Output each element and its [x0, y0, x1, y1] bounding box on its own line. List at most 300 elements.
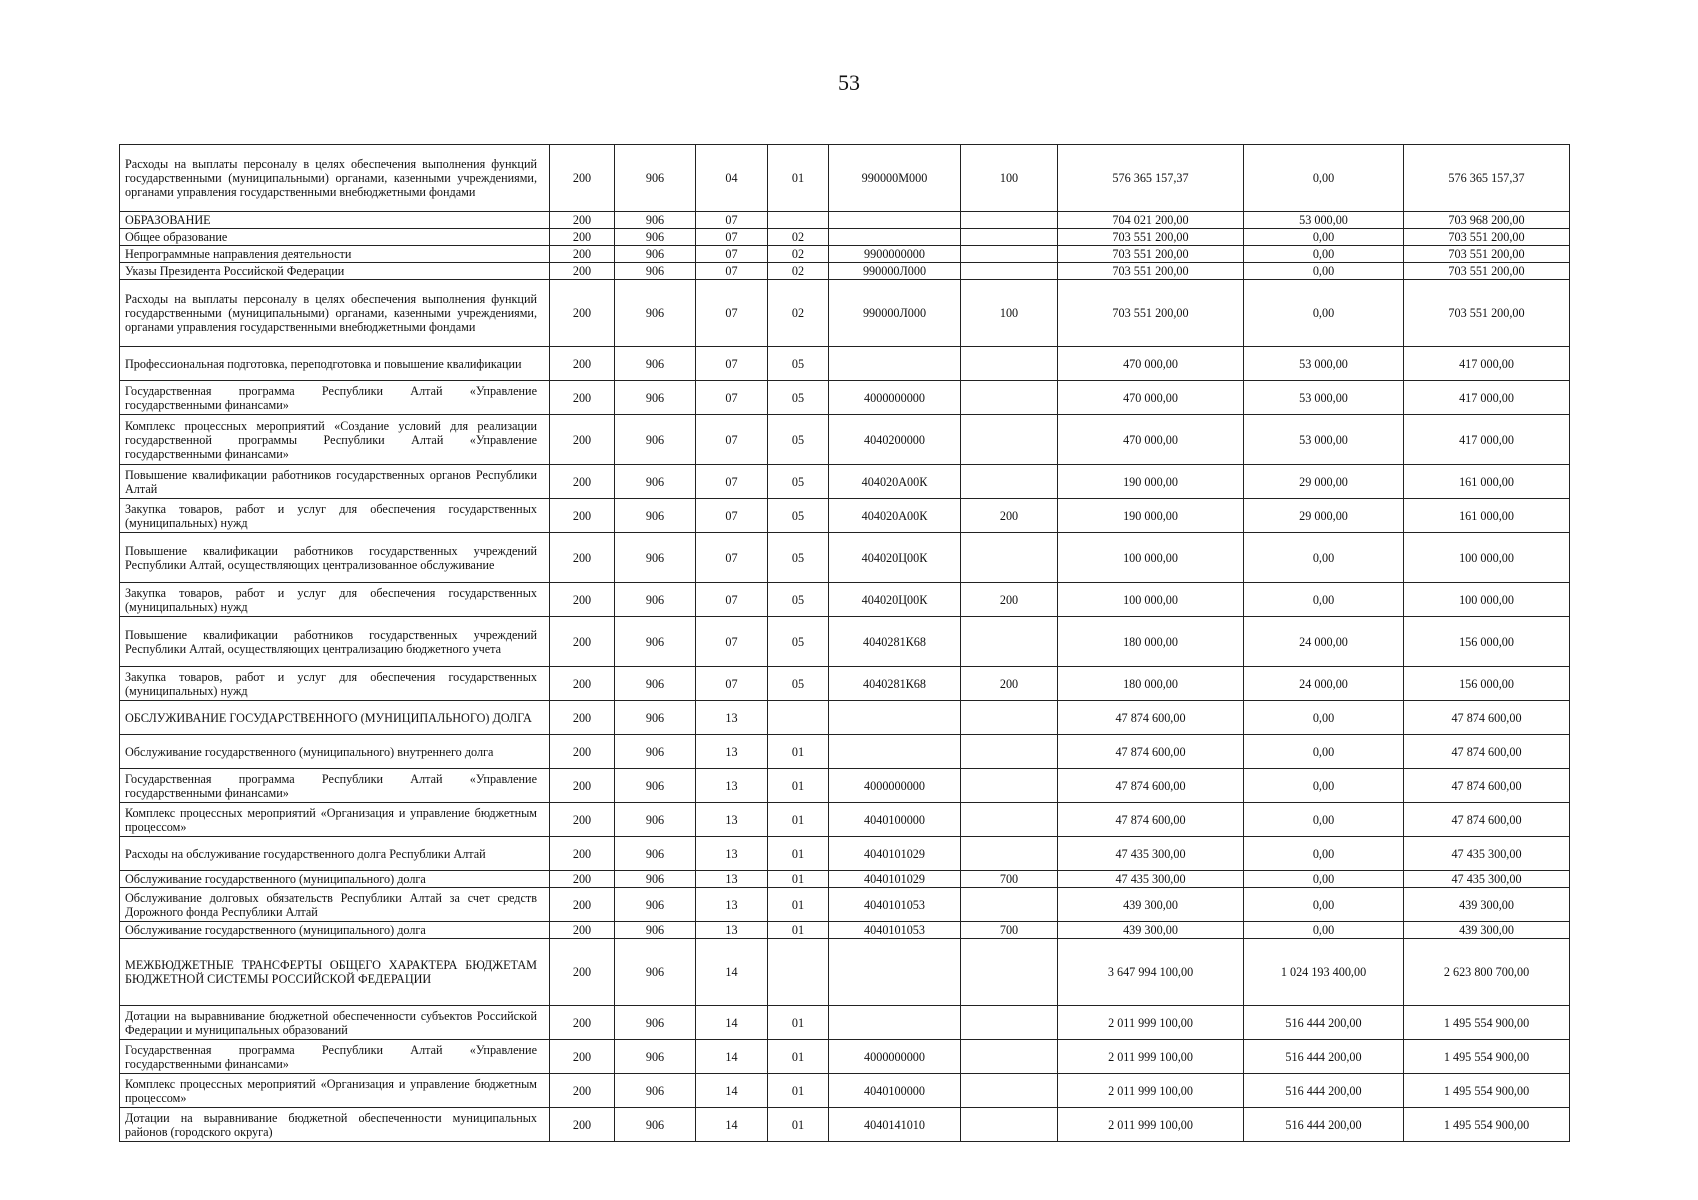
section-cell: 14: [696, 1074, 768, 1108]
expense-type-cell: [961, 735, 1058, 769]
ministry-code-cell: 906: [615, 701, 696, 735]
subsection-cell: 01: [768, 1074, 829, 1108]
change-cell: 0,00: [1244, 803, 1404, 837]
target-article-cell: 4040141010: [829, 1108, 961, 1142]
amount-cell: 704 021 200,00: [1058, 212, 1244, 229]
amount-cell: 47 874 600,00: [1058, 803, 1244, 837]
expense-type-cell: [961, 1040, 1058, 1074]
admin-code-cell: 200: [550, 415, 615, 465]
section-cell: 13: [696, 922, 768, 939]
change-cell: 0,00: [1244, 871, 1404, 888]
subsection-cell: 05: [768, 499, 829, 533]
result-cell: 417 000,00: [1404, 415, 1570, 465]
target-article-cell: 4040281К68: [829, 667, 961, 701]
subsection-cell: 01: [768, 1006, 829, 1040]
target-article-cell: 4000000000: [829, 381, 961, 415]
section-cell: 07: [696, 263, 768, 280]
admin-code-cell: 200: [550, 888, 615, 922]
result-cell: 703 968 200,00: [1404, 212, 1570, 229]
expense-name-cell: Комплекс процессных мероприятий «Организация и управление бюджетным процессом»: [120, 803, 550, 837]
amount-cell: 100 000,00: [1058, 583, 1244, 617]
section-cell: 07: [696, 246, 768, 263]
target-article-cell: 4000000000: [829, 1040, 961, 1074]
table-row: [120, 1040, 1570, 1074]
result-cell: 161 000,00: [1404, 465, 1570, 499]
expense-name-cell: Обслуживание долговых обязательств Республики Алтай за счет средств Дорожного фонда Республики Алтай: [120, 888, 550, 922]
section-cell: 14: [696, 1006, 768, 1040]
amount-cell: 47 874 600,00: [1058, 701, 1244, 735]
section-cell: 07: [696, 499, 768, 533]
subsection-cell: 05: [768, 583, 829, 617]
section-cell: 07: [696, 347, 768, 381]
ministry-code-cell: 906: [615, 246, 696, 263]
result-cell: 47 435 300,00: [1404, 871, 1570, 888]
change-cell: 29 000,00: [1244, 499, 1404, 533]
admin-code-cell: 200: [550, 837, 615, 871]
ministry-code-cell: 906: [615, 922, 696, 939]
target-article-cell: 990000Л000: [829, 280, 961, 347]
expense-name-cell: Непрограммные направления деятельности: [120, 246, 550, 263]
expense-name-cell: Указы Президента Российской Федерации: [120, 263, 550, 280]
change-cell: 0,00: [1244, 583, 1404, 617]
change-cell: 0,00: [1244, 701, 1404, 735]
ministry-code-cell: 906: [615, 1040, 696, 1074]
target-article-cell: 9900000000: [829, 246, 961, 263]
expense-name-cell: Государственная программа Республики Алтай «Управление государственными финансами»: [120, 381, 550, 415]
target-article-cell: 4040281К68: [829, 617, 961, 667]
table-row: [120, 465, 1570, 499]
change-cell: 0,00: [1244, 922, 1404, 939]
expense-type-cell: [961, 212, 1058, 229]
result-cell: 47 874 600,00: [1404, 735, 1570, 769]
section-cell: 07: [696, 533, 768, 583]
table-row: [120, 617, 1570, 667]
table-row: [120, 667, 1570, 701]
subsection-cell: 01: [768, 735, 829, 769]
section-cell: 07: [696, 465, 768, 499]
result-cell: 417 000,00: [1404, 347, 1570, 381]
ministry-code-cell: 906: [615, 347, 696, 381]
subsection-cell: 05: [768, 617, 829, 667]
result-cell: 100 000,00: [1404, 533, 1570, 583]
expense-type-cell: [961, 465, 1058, 499]
table-row: [120, 415, 1570, 465]
change-cell: 53 000,00: [1244, 212, 1404, 229]
result-cell: 576 365 157,37: [1404, 145, 1570, 212]
admin-code-cell: 200: [550, 280, 615, 347]
result-cell: 703 551 200,00: [1404, 263, 1570, 280]
result-cell: 703 551 200,00: [1404, 280, 1570, 347]
expense-name-cell: Обслуживание государственного (муниципального) долга: [120, 922, 550, 939]
target-article-cell: 4000000000: [829, 769, 961, 803]
target-article-cell: [829, 701, 961, 735]
subsection-cell: 01: [768, 1040, 829, 1074]
section-cell: 13: [696, 769, 768, 803]
expense-type-cell: [961, 888, 1058, 922]
subsection-cell: 05: [768, 465, 829, 499]
target-article-cell: [829, 347, 961, 381]
section-cell: 07: [696, 280, 768, 347]
change-cell: 53 000,00: [1244, 381, 1404, 415]
target-article-cell: 990000Л000: [829, 263, 961, 280]
amount-cell: 47 874 600,00: [1058, 735, 1244, 769]
expense-name-cell: МЕЖБЮДЖЕТНЫЕ ТРАНСФЕРТЫ ОБЩЕГО ХАРАКТЕРА БЮДЖЕТАМ БЮДЖЕТНОЙ СИСТЕМЫ РОССИЙСКОЙ ФЕДЕРАЦИИ: [120, 939, 550, 1006]
table-row: [120, 1074, 1570, 1108]
ministry-code-cell: 906: [615, 381, 696, 415]
amount-cell: 439 300,00: [1058, 888, 1244, 922]
ministry-code-cell: 906: [615, 1006, 696, 1040]
section-cell: 13: [696, 888, 768, 922]
expense-name-cell: Государственная программа Республики Алтай «Управление государственными финансами»: [120, 1040, 550, 1074]
target-article-cell: [829, 212, 961, 229]
admin-code-cell: 200: [550, 229, 615, 246]
target-article-cell: [829, 229, 961, 246]
admin-code-cell: 200: [550, 803, 615, 837]
change-cell: 24 000,00: [1244, 617, 1404, 667]
table-row: [120, 263, 1570, 280]
admin-code-cell: 200: [550, 939, 615, 1006]
change-cell: 0,00: [1244, 837, 1404, 871]
change-cell: 0,00: [1244, 735, 1404, 769]
subsection-cell: 01: [768, 769, 829, 803]
section-cell: 07: [696, 229, 768, 246]
expense-type-cell: [961, 1074, 1058, 1108]
target-article-cell: 404020Ц00К: [829, 583, 961, 617]
ministry-code-cell: 906: [615, 871, 696, 888]
change-cell: 53 000,00: [1244, 347, 1404, 381]
expense-name-cell: Закупка товаров, работ и услуг для обеспечения государственных (муниципальных) нужд: [120, 667, 550, 701]
subsection-cell: 01: [768, 837, 829, 871]
expense-type-cell: [961, 803, 1058, 837]
target-article-cell: 4040100000: [829, 803, 961, 837]
admin-code-cell: 200: [550, 922, 615, 939]
admin-code-cell: 200: [550, 701, 615, 735]
change-cell: 0,00: [1244, 263, 1404, 280]
expense-name-cell: Дотации на выравнивание бюджетной обеспеченности муниципальных районов (городского округа): [120, 1108, 550, 1142]
amount-cell: 47 874 600,00: [1058, 769, 1244, 803]
table-row: [120, 246, 1570, 263]
table-row: [120, 583, 1570, 617]
expense-type-cell: [961, 1006, 1058, 1040]
result-cell: 47 874 600,00: [1404, 803, 1570, 837]
target-article-cell: 4040101053: [829, 888, 961, 922]
ministry-code-cell: 906: [615, 888, 696, 922]
result-cell: 47 874 600,00: [1404, 769, 1570, 803]
section-cell: 07: [696, 667, 768, 701]
expense-name-cell: Расходы на выплаты персоналу в целях обеспечения выполнения функций государственными (муниципальными) органами, казенными учреждениями, органами управления государственными внебюджетными фондами: [120, 280, 550, 347]
table-row: [120, 347, 1570, 381]
admin-code-cell: 200: [550, 871, 615, 888]
expense-type-cell: [961, 617, 1058, 667]
subsection-cell: 02: [768, 280, 829, 347]
admin-code-cell: 200: [550, 246, 615, 263]
table-row: [120, 1006, 1570, 1040]
expense-type-cell: [961, 229, 1058, 246]
section-cell: 07: [696, 381, 768, 415]
target-article-cell: 4040101029: [829, 837, 961, 871]
admin-code-cell: 200: [550, 499, 615, 533]
ministry-code-cell: 906: [615, 617, 696, 667]
table-row: [120, 145, 1570, 212]
result-cell: 100 000,00: [1404, 583, 1570, 617]
expense-name-cell: Повышение квалификации работников государственных учреждений Республики Алтай, осуществляющих централизованное обслуживание: [120, 533, 550, 583]
expense-name-cell: Закупка товаров, работ и услуг для обеспечения государственных (муниципальных) нужд: [120, 583, 550, 617]
amount-cell: 47 435 300,00: [1058, 837, 1244, 871]
subsection-cell: 01: [768, 803, 829, 837]
subsection-cell: 01: [768, 1108, 829, 1142]
amount-cell: 100 000,00: [1058, 533, 1244, 583]
expense-type-cell: 100: [961, 145, 1058, 212]
expense-type-cell: 700: [961, 922, 1058, 939]
subsection-cell: [768, 939, 829, 1006]
change-cell: 53 000,00: [1244, 415, 1404, 465]
admin-code-cell: 200: [550, 533, 615, 583]
expense-type-cell: [961, 1108, 1058, 1142]
expense-type-cell: [961, 939, 1058, 1006]
expense-name-cell: Комплекс процессных мероприятий «Создание условий для реализации государственной программы Республики Алтай «Управление государственными финансами»: [120, 415, 550, 465]
expense-name-cell: Расходы на выплаты персоналу в целях обеспечения выполнения функций государственными (муниципальными) органами, казенными учреждениями, органами управления государственными внебюджетными фондами: [120, 145, 550, 212]
admin-code-cell: 200: [550, 465, 615, 499]
table-row: [120, 871, 1570, 888]
change-cell: 0,00: [1244, 246, 1404, 263]
amount-cell: 703 551 200,00: [1058, 246, 1244, 263]
table-row: [120, 381, 1570, 415]
ministry-code-cell: 906: [615, 735, 696, 769]
ministry-code-cell: 906: [615, 280, 696, 347]
amount-cell: 2 011 999 100,00: [1058, 1108, 1244, 1142]
target-article-cell: [829, 735, 961, 769]
table-row: [120, 229, 1570, 246]
table-row: [120, 922, 1570, 939]
page-number: 53: [838, 70, 860, 95]
amount-cell: 47 435 300,00: [1058, 871, 1244, 888]
table-row: [120, 701, 1570, 735]
admin-code-cell: 200: [550, 1006, 615, 1040]
table-row: [120, 888, 1570, 922]
expense-type-cell: [961, 347, 1058, 381]
ministry-code-cell: 906: [615, 803, 696, 837]
result-cell: 439 300,00: [1404, 888, 1570, 922]
admin-code-cell: 200: [550, 1108, 615, 1142]
result-cell: 1 495 554 900,00: [1404, 1074, 1570, 1108]
table-row: [120, 769, 1570, 803]
result-cell: 156 000,00: [1404, 667, 1570, 701]
section-cell: 14: [696, 1040, 768, 1074]
section-cell: 13: [696, 837, 768, 871]
table-row: [120, 803, 1570, 837]
target-article-cell: 4040100000: [829, 1074, 961, 1108]
expense-type-cell: 200: [961, 499, 1058, 533]
change-cell: 24 000,00: [1244, 667, 1404, 701]
amount-cell: 703 551 200,00: [1058, 229, 1244, 246]
subsection-cell: [768, 701, 829, 735]
expense-type-cell: 100: [961, 280, 1058, 347]
subsection-cell: 01: [768, 888, 829, 922]
result-cell: 439 300,00: [1404, 922, 1570, 939]
amount-cell: 470 000,00: [1058, 415, 1244, 465]
expense-type-cell: [961, 769, 1058, 803]
ministry-code-cell: 906: [615, 145, 696, 212]
table-row: [120, 1108, 1570, 1142]
change-cell: 0,00: [1244, 533, 1404, 583]
change-cell: 29 000,00: [1244, 465, 1404, 499]
subsection-cell: [768, 212, 829, 229]
expense-name-cell: Дотации на выравнивание бюджетной обеспеченности субъектов Российской Федерации и муниципальных образований: [120, 1006, 550, 1040]
target-article-cell: 4040200000: [829, 415, 961, 465]
section-cell: 07: [696, 583, 768, 617]
ministry-code-cell: 906: [615, 667, 696, 701]
admin-code-cell: 200: [550, 583, 615, 617]
result-cell: 47 435 300,00: [1404, 837, 1570, 871]
admin-code-cell: 200: [550, 145, 615, 212]
admin-code-cell: 200: [550, 769, 615, 803]
expense-name-cell: Повышение квалификации работников государственных учреждений Республики Алтай, осуществляющих централизацию бюджетного учета: [120, 617, 550, 667]
expense-type-cell: [961, 415, 1058, 465]
result-cell: 47 874 600,00: [1404, 701, 1570, 735]
amount-cell: 470 000,00: [1058, 347, 1244, 381]
expense-name-cell: Расходы на обслуживание государственного долга Республики Алтай: [120, 837, 550, 871]
amount-cell: 180 000,00: [1058, 667, 1244, 701]
expense-name-cell: ОБРАЗОВАНИЕ: [120, 212, 550, 229]
amount-cell: 2 011 999 100,00: [1058, 1006, 1244, 1040]
result-cell: 156 000,00: [1404, 617, 1570, 667]
target-article-cell: 4040101053: [829, 922, 961, 939]
ministry-code-cell: 906: [615, 939, 696, 1006]
target-article-cell: 990000М000: [829, 145, 961, 212]
amount-cell: 576 365 157,37: [1058, 145, 1244, 212]
subsection-cell: 05: [768, 381, 829, 415]
subsection-cell: 05: [768, 347, 829, 381]
subsection-cell: 01: [768, 871, 829, 888]
change-cell: 0,00: [1244, 769, 1404, 803]
ministry-code-cell: 906: [615, 263, 696, 280]
ministry-code-cell: 906: [615, 1108, 696, 1142]
expense-name-cell: Комплекс процессных мероприятий «Организация и управление бюджетным процессом»: [120, 1074, 550, 1108]
ministry-code-cell: 906: [615, 212, 696, 229]
amount-cell: 190 000,00: [1058, 465, 1244, 499]
admin-code-cell: 200: [550, 1074, 615, 1108]
admin-code-cell: 200: [550, 347, 615, 381]
expense-name-cell: Обслуживание государственного (муниципального) внутреннего долга: [120, 735, 550, 769]
expense-name-cell: Общее образование: [120, 229, 550, 246]
result-cell: 417 000,00: [1404, 381, 1570, 415]
amount-cell: 470 000,00: [1058, 381, 1244, 415]
result-cell: 703 551 200,00: [1404, 229, 1570, 246]
result-cell: 1 495 554 900,00: [1404, 1006, 1570, 1040]
table-row: [120, 837, 1570, 871]
admin-code-cell: 200: [550, 381, 615, 415]
change-cell: 0,00: [1244, 145, 1404, 212]
table-row: [120, 735, 1570, 769]
amount-cell: 703 551 200,00: [1058, 263, 1244, 280]
subsection-cell: 01: [768, 922, 829, 939]
expense-type-cell: [961, 263, 1058, 280]
change-cell: 516 444 200,00: [1244, 1074, 1404, 1108]
table-row: [120, 499, 1570, 533]
change-cell: 0,00: [1244, 229, 1404, 246]
section-cell: 13: [696, 871, 768, 888]
ministry-code-cell: 906: [615, 465, 696, 499]
amount-cell: 703 551 200,00: [1058, 280, 1244, 347]
ministry-code-cell: 906: [615, 533, 696, 583]
expense-name-cell: Повышение квалификации работников государственных органов Республики Алтай: [120, 465, 550, 499]
change-cell: 516 444 200,00: [1244, 1006, 1404, 1040]
section-cell: 07: [696, 212, 768, 229]
budget-table: [119, 144, 1570, 1142]
expense-name-cell: Профессиональная подготовка, переподготовка и повышение квалификации: [120, 347, 550, 381]
expense-name-cell: ОБСЛУЖИВАНИЕ ГОСУДАРСТВЕННОГО (МУНИЦИПАЛЬНОГО) ДОЛГА: [120, 701, 550, 735]
section-cell: 07: [696, 415, 768, 465]
ministry-code-cell: 906: [615, 1074, 696, 1108]
section-cell: 14: [696, 1108, 768, 1142]
target-article-cell: [829, 939, 961, 1006]
section-cell: 14: [696, 939, 768, 1006]
expense-type-cell: 200: [961, 667, 1058, 701]
result-cell: 161 000,00: [1404, 499, 1570, 533]
change-cell: 1 024 193 400,00: [1244, 939, 1404, 1006]
subsection-cell: 05: [768, 415, 829, 465]
ministry-code-cell: 906: [615, 499, 696, 533]
table-row: [120, 212, 1570, 229]
section-cell: 13: [696, 735, 768, 769]
change-cell: 0,00: [1244, 280, 1404, 347]
amount-cell: 2 011 999 100,00: [1058, 1040, 1244, 1074]
amount-cell: 2 011 999 100,00: [1058, 1074, 1244, 1108]
change-cell: 516 444 200,00: [1244, 1108, 1404, 1142]
admin-code-cell: 200: [550, 212, 615, 229]
expense-type-cell: [961, 381, 1058, 415]
expense-type-cell: 200: [961, 583, 1058, 617]
result-cell: 703 551 200,00: [1404, 246, 1570, 263]
change-cell: 516 444 200,00: [1244, 1040, 1404, 1074]
expense-name-cell: Закупка товаров, работ и услуг для обеспечения государственных (муниципальных) нужд: [120, 499, 550, 533]
subsection-cell: 05: [768, 533, 829, 583]
ministry-code-cell: 906: [615, 769, 696, 803]
section-cell: 13: [696, 701, 768, 735]
target-article-cell: [829, 1006, 961, 1040]
amount-cell: 190 000,00: [1058, 499, 1244, 533]
table-row: [120, 533, 1570, 583]
ministry-code-cell: 906: [615, 229, 696, 246]
result-cell: 1 495 554 900,00: [1404, 1040, 1570, 1074]
subsection-cell: 01: [768, 145, 829, 212]
ministry-code-cell: 906: [615, 837, 696, 871]
amount-cell: 439 300,00: [1058, 922, 1244, 939]
target-article-cell: 4040101029: [829, 871, 961, 888]
expense-type-cell: [961, 246, 1058, 263]
expense-name-cell: Государственная программа Республики Алтай «Управление государственными финансами»: [120, 769, 550, 803]
amount-cell: 180 000,00: [1058, 617, 1244, 667]
admin-code-cell: 200: [550, 667, 615, 701]
table-row: [120, 939, 1570, 1006]
expense-name-cell: Обслуживание государственного (муниципального) долга: [120, 871, 550, 888]
section-cell: 04: [696, 145, 768, 212]
expense-type-cell: [961, 533, 1058, 583]
admin-code-cell: 200: [550, 263, 615, 280]
target-article-cell: 404020Ц00К: [829, 533, 961, 583]
admin-code-cell: 200: [550, 1040, 615, 1074]
section-cell: 07: [696, 617, 768, 667]
table-row: [120, 280, 1570, 347]
target-article-cell: 404020А00К: [829, 465, 961, 499]
subsection-cell: 02: [768, 229, 829, 246]
expense-type-cell: [961, 837, 1058, 871]
change-cell: 0,00: [1244, 888, 1404, 922]
ministry-code-cell: 906: [615, 415, 696, 465]
admin-code-cell: 200: [550, 735, 615, 769]
amount-cell: 3 647 994 100,00: [1058, 939, 1244, 1006]
admin-code-cell: 200: [550, 617, 615, 667]
